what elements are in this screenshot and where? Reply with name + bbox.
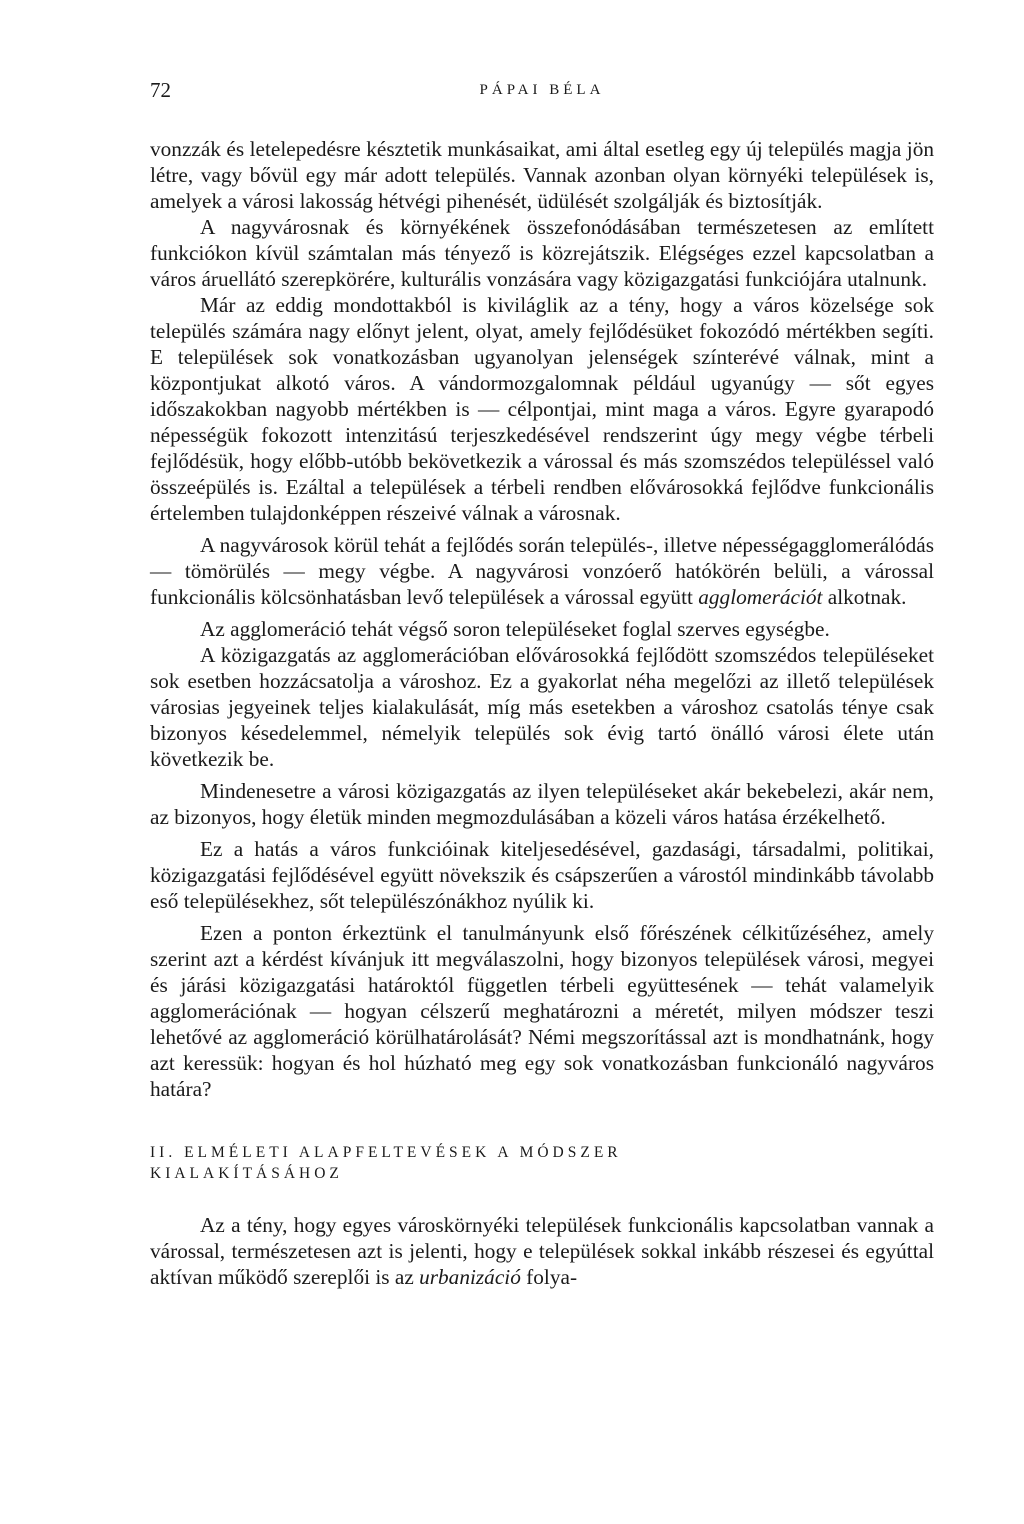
paragraph-text: A nagyvárosok körül tehát a fejlődés során település-, illetve népességagglomerálódás — tömörülés — megy végbe. A nagyvárosi vonzóerő hatókörén belüli, a várossal funkcionális kölcsönhatásban levő települések a várossal együtt [150, 533, 934, 609]
paragraph: A nagyvárosnak és környékének összefonódásában természetesen az említett funkciókon kívül számtalan más tényező is közrejátszik. Elégséges ezzel kapcsolatban a város áruellátó szerepkörére, kulturális vonzására vagy közigazgatási funkciójára utalnunk. [150, 215, 934, 291]
page-number: 72 [150, 78, 171, 102]
paragraph: A közigazgatás az agglomerációban elővárosokká fejlődött szomszédos településeket sok esetben hozzácsatolja a városhoz. Ez a gyakorlat néha megelőzi az illető települések városias jegyeinek teljes kialakulását, míg más esetekben a városhoz csatolás ténye csak bizonyos késedelemmel, némelyik település sok évig tartó önálló városi élete után következik be. [150, 643, 934, 771]
emphasized-term: agglomerációt [698, 585, 823, 609]
section-heading [150, 1142, 934, 1184]
paragraph: Ezen a ponton érkeztünk el tanulmányunk első főrészének célkitűzéséhez, amely szerint azt a kérdést kívánjuk itt megválaszolni, hogy bizonyos települések városi, megyei és járási közigazgatási határoktól független térbeli együttesének — tehát valamelyik agglomerációnak — hogyan célszerű meghatározni a méretét, milyen módszer teszi lehetővé az agglomeráció körülhatárolását? Némi megszorítással azt is mondhatnánk, hogy azt keressük: hogyan és hol húzható meg egy sok vonatkozásban funkcionáló nagyváros határa? [150, 921, 934, 1101]
running-head: PÁPAI BÉLA [479, 82, 605, 98]
section-heading-line: KIALAKÍTÁSÁHOZ [150, 1165, 343, 1182]
paragraph: Már az eddig mondottakból is kiviláglik az a tény, hogy a város közelsége sok település számára nagy előnyt jelent, olyat, amely fejlődésüket fokozódó mértékben segíti. E települések sok vonatkozásban ugyanolyan jelenségek színterévé válnak, mint a központjukat alkotó város. A vándormozgalomnak például ugyanúgy — sőt egyes időszakokban nagyobb mértékben is — célpontjai, mint maga a város. Egyre gyarapodó népességük fokozott intenzitású terjeszkedésével rendszerint úgy megy végbe térbeli fejlődésük, hogy előbb-utóbb bekövetkezik a várossal és más szomszédos településsel való összeépülés is. Ezáltal a települések a térbeli rendben elővárosokká fejlődve funkcionális értelemben tulajdonképpen részeivé válnak a városnak. [150, 293, 934, 525]
paragraph [150, 532, 934, 610]
section-heading-line: II. ELMÉLETI ALAPFELTEVÉSEK A MÓDSZER [150, 1144, 622, 1161]
paragraph [150, 1212, 934, 1290]
paragraph: vonzzák és letelepedésre késztetik munkásaikat, ami által esetleg egy új település magja jön létre, vagy bővül egy már adott település. Vannak azonban olyan környéki települések is, amelyek a városi lakosság hétvégi pihenését, üdülését szolgálják és biztosítják. [150, 137, 934, 213]
paragraph-text: folya- [520, 1265, 578, 1289]
paragraph-text: Az a tény, hogy egyes városkörnyéki települések funkcionális kapcsolatban vannak a várossal, természetesen azt is jelenti, hogy e települések sokkal inkább részesei és egyúttal aktívan működő szereplői is az [150, 1213, 934, 1289]
paragraph: Az agglomeráció tehát végső soron településeket foglal szerves egységbe. [200, 617, 830, 641]
page-header [150, 78, 934, 108]
paragraph: Ez a hatás a város funkcióinak kiteljesedésével, gazdasági, társadalmi, politikai, közigazgatási fejlődésével együtt növekszik és csápszerűen a várostól mindinkább távolabb eső településekhez, sőt települészónákhoz nyúlik ki. [150, 837, 934, 913]
body-text [150, 136, 934, 1290]
emphasized-term: urbanizáció [419, 1265, 521, 1289]
paragraph-text: alkotnak. [822, 585, 907, 609]
paragraph: Mindenesetre a városi közigazgatás az ilyen településeket akár bekebelezi, akár nem, az bizonyos, hogy életük minden megmozdulásában a közeli város hatása érzékelhető. [150, 779, 934, 829]
